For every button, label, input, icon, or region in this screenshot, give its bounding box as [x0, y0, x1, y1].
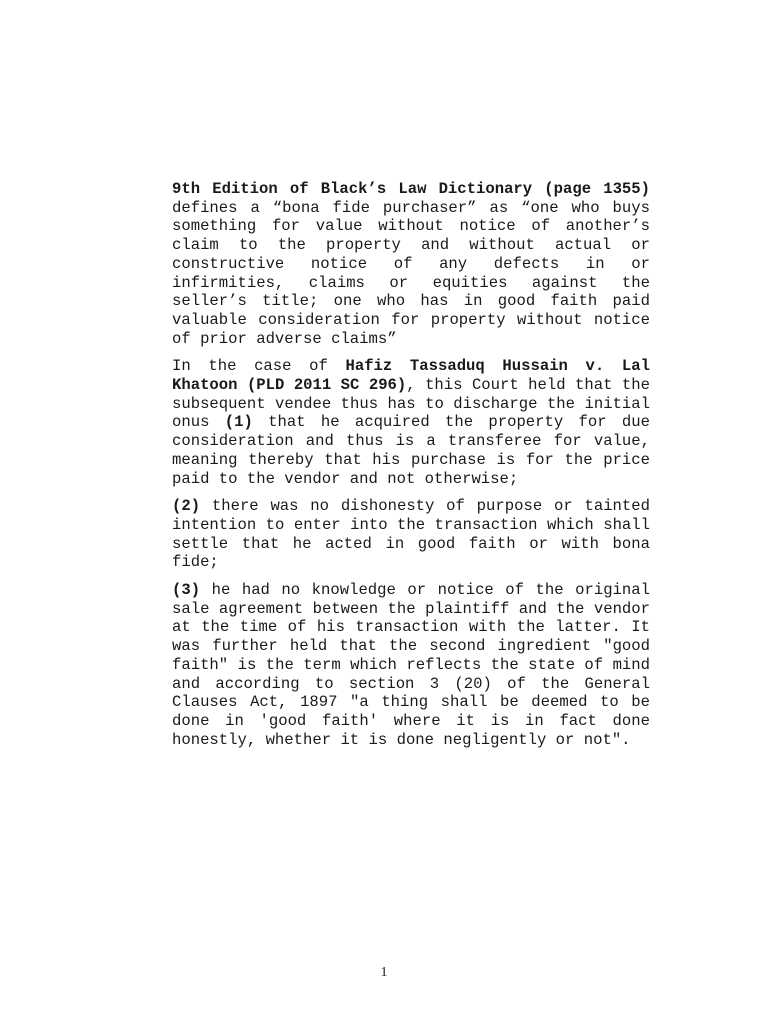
paragraph-text: defines a “bona fide purchaser” as “one who buys something for value without notice of another’s claim to the property and without actual or constructive notice of any defects in or infirmities, claims or equities against the seller’s title; one who has in good faith paid valuable consideration for property without notice of prior adverse claims” [172, 198, 650, 348]
paragraph-case-holding [172, 357, 650, 488]
paragraph-text: he had no knowledge or notice of the original sale agreement between the plaintiff and the vendor at the time of his transaction with the latter. It was further held that the second ingredient "good faith" is the term which reflects the state of mind and according to section 3 (20) of the General Clauses Act, 1897 "a thing shall be deemed to be done in 'good faith' where it is in fact done honestly, whether it is done negligently or not". [172, 581, 650, 749]
citation-blacks-law: 9th Edition of Black’s Law Dictionary (page 1355) [172, 180, 650, 198]
item-marker-1: (1) [224, 413, 253, 432]
paragraph-item-2 [172, 497, 650, 572]
paragraph-item-3 [172, 581, 650, 749]
paragraph-definition [172, 180, 650, 348]
paragraph-text: there was no dishonesty of purpose or tainted intention to enter into the transaction which shall settle that he acted in good faith or with bona fide; [172, 497, 650, 572]
paragraph-text: In the case of [172, 357, 346, 376]
page-number: 1 [380, 965, 388, 980]
item-marker-3: (3) [172, 581, 201, 600]
body-text [172, 180, 650, 758]
case-citation: Hafiz Tassaduq Hussain v. Lal Khatoon (PLD 2011 SC 296) [172, 357, 650, 395]
paragraph-text: that he acquired the property for due consideration and thus is a transferee for value, meaning thereby that his purchase is for the price paid to the vendor and not otherwise; [172, 413, 650, 488]
paragraph-text: , this Court held that the subsequent vendee thus has to discharge the initial onus [172, 376, 650, 432]
item-marker-2: (2) [172, 497, 201, 516]
